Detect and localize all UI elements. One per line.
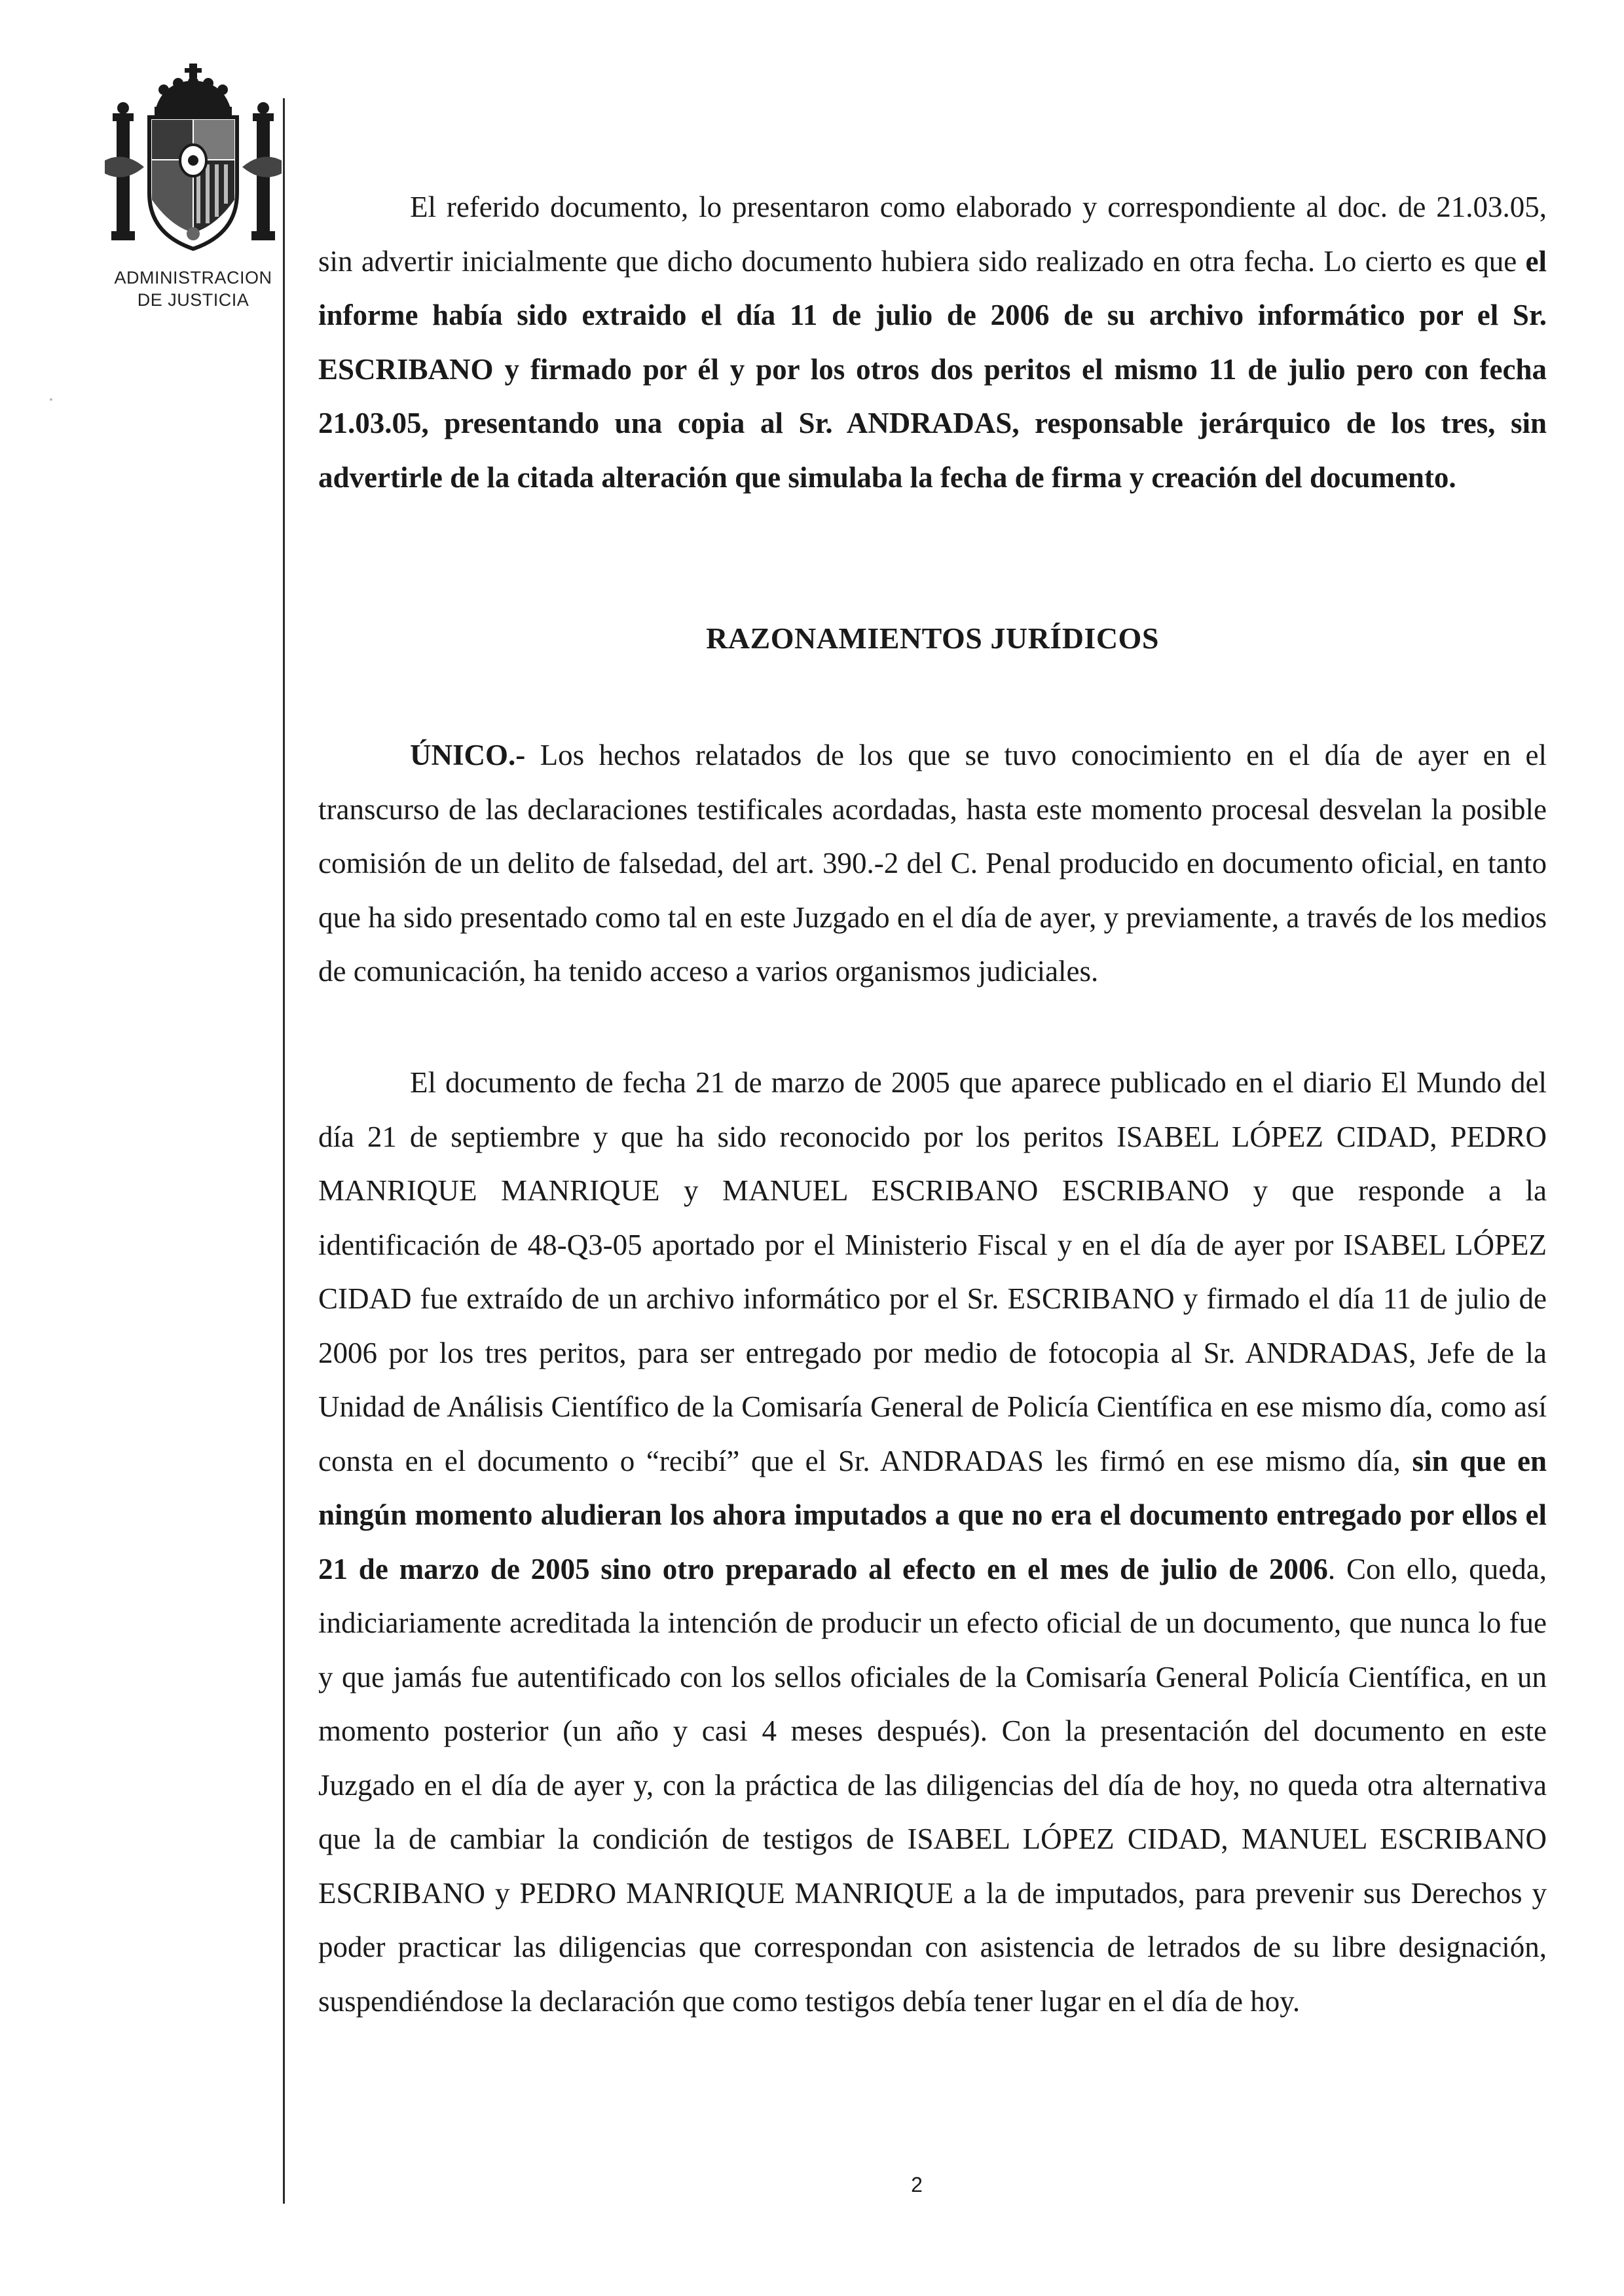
margin-rule — [283, 98, 285, 2204]
scan-speck — [50, 398, 52, 401]
paragraph-1-bold: el informe había sido extraido el día 11 de julio de 2006 de su archivo informático por el Sr. ESCRIBANO y firmado por él y por los otros dos peritos el mismo 11 de julio pero con fecha 21.03.05, presentando una copia al Sr. ANDRADAS, responsable jerárquico de los tres, sin advertirle de la citada alteración que simulaba la fecha de firma y creación del documento. — [318, 244, 1547, 494]
paragraph-3-bold: sin que en ningún momento aludieran los ahora imputados a que no era el documento entregado por ellos el 21 de marzo de 2005 sino otro preparado al efecto en el mes de julio de 2006 — [318, 1444, 1547, 1585]
paragraph-3-text-a: El documento de fecha 21 de marzo de 2005 que aparece publicado en el diario El Mundo del día 21 de septiembre y que ha sido reconocido por los peritos ISABEL LÓPEZ CIDAD, PEDRO MANRIQUE MANRIQUE y MANUEL ESCRIBANO ESCRIBANO y que responde a la identificación de 48-Q3-05 aportado por el Ministerio Fiscal y en el día de ayer por ISABEL LÓPEZ CIDAD fue extraído de un archivo informático por el Sr. ESCRIBANO y firmado el día 11 de julio de 2006 por los tres peritos, para ser entregado por medio de fotocopia al Sr. ANDRADAS, Jefe de la Unidad de Análisis Científico de la Comisaría General de Policía Científica en ese mismo día, como así consta en el documento o “recibí” que el Sr. ANDRADAS les firmó en ese mismo día, — [318, 1066, 1547, 1477]
paragraph-2-text: Los hechos relatados de los que se tuvo conocimiento en el día de ayer en el transcurso de las declaraciones testificales acordadas, hasta este momento procesal desvelan la posible comisión de un delito de falsedad, del art. 390.-2 del C. Penal producido en documento oficial, en tanto que ha sido presentado como tal en este Juzgado en el día de ayer, y previamente, a través de los medios de comunicación, ha tenido acceso a varios organismos judiciales. — [318, 739, 1547, 988]
emblem-line-1: ADMINISTRACION — [114, 268, 272, 287]
page-number: 2 — [911, 2173, 923, 2196]
section-heading: RAZONAMIENTOS JURÍDICOS — [706, 621, 1159, 655]
paragraph-1-block — [318, 180, 1547, 504]
paragraph-2-label: ÚNICO.- — [410, 739, 526, 771]
paragraph-1-text: El referido documento, lo presentaron como elaborado y correspondiente al doc. de 21.03.05, sin advertir inicialmente que dicho documento hubiera sido realizado en otra fecha. Lo cierto es que — [318, 191, 1547, 278]
emblem-line-2: DE JUSTICIA — [137, 290, 249, 310]
court-emblem — [98, 62, 288, 310]
spanish-coat-of-arms-icon — [98, 62, 288, 259]
paragraph-2 — [318, 728, 1547, 999]
paragraph-1 — [318, 180, 1547, 504]
paragraph-3-text-c: . Con ello, queda, indiciariamente acreditada la intención de producir un efecto oficial de un documento, que nunca lo fue y que jamás fue autentificado con los sellos oficiales de la Comisaría General Policía Científica, en un momento posterior (un año y casi 4 meses después). Con la presentación del documento en este Juzgado en el día de ayer y, con la práctica de las diligencias del día de hoy, no queda otra alternativa que la de cambiar la condición de testigos de ISABEL LÓPEZ CIDAD, MANUEL ESCRIBANO ESCRIBANO y PEDRO MANRIQUE MANRIQUE a la de imputados, para prevenir sus Derechos y poder practicar las diligencias que correspondan con asistencia de letrados de su libre designación, suspendiéndose la declaración que como testigos debía tener lugar en el día de hoy. — [318, 1552, 1547, 2018]
paragraph-3 — [318, 1056, 1547, 2028]
